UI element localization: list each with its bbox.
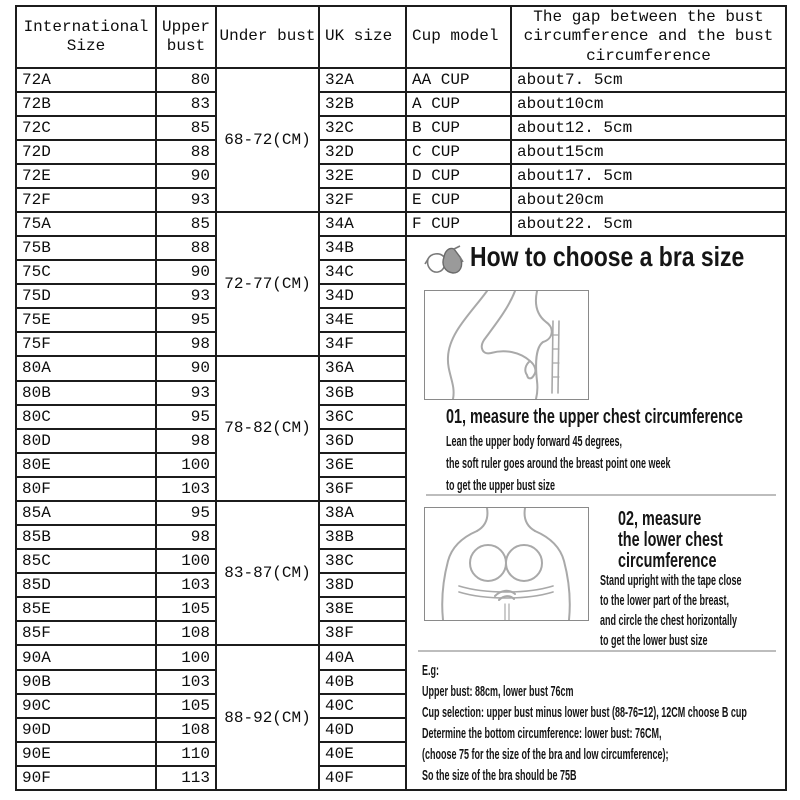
- intl-size-cell: 80F: [16, 477, 156, 501]
- upper-bust-cell: 108: [156, 621, 216, 645]
- upper-bust-cell: 100: [156, 549, 216, 573]
- col-header-bust-gap: The gap between the bust circumference and the bust circumference: [511, 6, 786, 68]
- under-bust-cell: 83-87(CM): [216, 501, 319, 646]
- col-header-uk-size: UK size: [319, 6, 406, 68]
- gap-cell: about7. 5cm: [511, 68, 786, 92]
- example-label: E.g:: [422, 662, 440, 679]
- upper-bust-cell: 88: [156, 140, 216, 164]
- upper-bust-cell: 90: [156, 260, 216, 284]
- uk-size-cell: 34B: [319, 236, 406, 260]
- table-row: [16, 236, 786, 260]
- uk-size-cell: 40E: [319, 742, 406, 766]
- upper-bust-cell: 95: [156, 501, 216, 526]
- upper-bust-cell: 93: [156, 284, 216, 308]
- intl-size-cell: 85F: [16, 621, 156, 645]
- example-line: Upper bust: 88cm, lower bust 76cm: [422, 683, 574, 700]
- step2-heading-line: the lower chest: [618, 529, 723, 551]
- panel-title-wrap: [470, 241, 786, 272]
- col-header-international-size: International Size: [16, 6, 156, 68]
- intl-size-cell: 75D: [16, 284, 156, 308]
- col-header-cup-model: Cup model: [406, 6, 511, 68]
- bra-icon: [424, 245, 464, 277]
- uk-size-cell: 32C: [319, 116, 406, 140]
- uk-size-cell: 36F: [319, 477, 406, 501]
- cup-model-cell: AA CUP: [406, 68, 511, 92]
- intl-size-cell: 75C: [16, 260, 156, 284]
- uk-size-cell: 34F: [319, 332, 406, 356]
- under-bust-cell: 68-72(CM): [216, 68, 319, 212]
- upper-bust-cell: 100: [156, 453, 216, 477]
- intl-size-cell: 90E: [16, 742, 156, 766]
- intl-size-cell: 90F: [16, 766, 156, 790]
- step1-line: Lean the upper body forward 45 degrees,: [446, 433, 623, 450]
- uk-size-cell: 36E: [319, 453, 406, 477]
- upper-bust-cell: 103: [156, 670, 216, 694]
- uk-size-cell: 36D: [319, 429, 406, 453]
- intl-size-cell: 80A: [16, 356, 156, 381]
- step2-line: to the lower part of the breast,: [600, 592, 730, 609]
- uk-size-cell: 38B: [319, 525, 406, 549]
- section-divider: [418, 650, 776, 652]
- uk-size-cell: 40B: [319, 670, 406, 694]
- under-bust-cell: 78-82(CM): [216, 356, 319, 501]
- intl-size-cell: 75A: [16, 212, 156, 236]
- step2-line: and circle the chest horizontally: [600, 612, 738, 629]
- step2-text: [600, 571, 786, 651]
- intl-size-cell: 75E: [16, 308, 156, 332]
- intl-size-cell: 90C: [16, 694, 156, 718]
- uk-size-cell: 36A: [319, 356, 406, 381]
- intl-size-cell: 80D: [16, 429, 156, 453]
- intl-size-cell: 85A: [16, 501, 156, 526]
- intl-size-cell: 80C: [16, 405, 156, 429]
- header-row: [16, 6, 786, 68]
- gap-cell: about12. 5cm: [511, 116, 786, 140]
- col-header-under-bust: Under bust: [216, 6, 319, 68]
- table-row: [16, 140, 786, 164]
- gap-cell: about10cm: [511, 92, 786, 116]
- intl-size-cell: 80B: [16, 381, 156, 405]
- cup-model-cell: A CUP: [406, 92, 511, 116]
- upper-bust-cell: 98: [156, 525, 216, 549]
- uk-size-cell: 34C: [319, 260, 406, 284]
- upper-bust-cell: 80: [156, 68, 216, 92]
- example-text: [422, 660, 786, 786]
- step2-line: to get the lower bust size: [600, 632, 708, 649]
- upper-bust-cell: 110: [156, 742, 216, 766]
- upper-bust-cell: 95: [156, 308, 216, 332]
- intl-size-cell: 90D: [16, 718, 156, 742]
- col-header-upper-bust: Upper bust: [156, 6, 216, 68]
- intl-size-cell: 72F: [16, 188, 156, 212]
- table-row: [16, 188, 786, 212]
- uk-size-cell: 36B: [319, 381, 406, 405]
- uk-size-cell: 32D: [319, 140, 406, 164]
- intl-size-cell: 90A: [16, 645, 156, 670]
- table-row: [16, 212, 786, 236]
- uk-size-cell: 38A: [319, 501, 406, 526]
- upper-bust-cell: 93: [156, 188, 216, 212]
- uk-size-cell: 38E: [319, 597, 406, 621]
- cup-model-cell: D CUP: [406, 164, 511, 188]
- upper-bust-cell: 113: [156, 766, 216, 790]
- uk-size-cell: 34D: [319, 284, 406, 308]
- upper-bust-cell: 98: [156, 332, 216, 356]
- panel-title: How to choose a bra size: [470, 241, 745, 272]
- under-bust-cell: 72-77(CM): [216, 212, 319, 356]
- uk-size-cell: 34E: [319, 308, 406, 332]
- example-line: (choose 75 for the size of the bra and low circumference);: [422, 746, 669, 763]
- intl-size-cell: 85C: [16, 549, 156, 573]
- intl-size-cell: 85D: [16, 573, 156, 597]
- intl-size-cell: 72C: [16, 116, 156, 140]
- under-bust-cell: 88-92(CM): [216, 645, 319, 790]
- cup-model-cell: B CUP: [406, 116, 511, 140]
- step1-heading-wrap: [446, 407, 786, 429]
- intl-size-cell: 85B: [16, 525, 156, 549]
- intl-size-cell: 72B: [16, 92, 156, 116]
- uk-size-cell: 32E: [319, 164, 406, 188]
- intl-size-cell: 72A: [16, 68, 156, 92]
- step2-heading-line: 02, measure: [618, 508, 702, 530]
- step1-text: [446, 431, 786, 497]
- upper-bust-cell: 85: [156, 116, 216, 140]
- step2-heading-wrap: [618, 509, 764, 572]
- table-row: [16, 92, 786, 116]
- intl-size-cell: 90B: [16, 670, 156, 694]
- uk-size-cell: 34A: [319, 212, 406, 236]
- step1-line: the soft ruler goes around the breast point one week: [446, 455, 671, 472]
- uk-size-cell: 38F: [319, 621, 406, 645]
- table-row: [16, 68, 786, 92]
- uk-size-cell: 32A: [319, 68, 406, 92]
- gap-cell: about17. 5cm: [511, 164, 786, 188]
- upper-bust-cell: 108: [156, 718, 216, 742]
- section-divider: [426, 494, 776, 496]
- uk-size-cell: 40A: [319, 645, 406, 670]
- step2-line: Stand upright with the tape close: [600, 572, 742, 589]
- uk-size-cell: 40C: [319, 694, 406, 718]
- uk-size-cell: 40D: [319, 718, 406, 742]
- uk-size-cell: 36C: [319, 405, 406, 429]
- upper-bust-cell: 93: [156, 381, 216, 405]
- example-line: Determine the bottom circumference: lower bust: 76CM,: [422, 725, 662, 742]
- step1-line: to get the upper bust size: [446, 477, 556, 494]
- gap-cell: about22. 5cm: [511, 212, 786, 236]
- instruction-panel: [412, 237, 780, 789]
- uk-size-cell: 40F: [319, 766, 406, 790]
- uk-size-cell: 38C: [319, 549, 406, 573]
- upper-bust-cell: 98: [156, 429, 216, 453]
- step2-heading-line: circumference: [618, 550, 717, 572]
- upper-bust-cell: 90: [156, 164, 216, 188]
- upper-bust-cell: 85: [156, 212, 216, 236]
- example-line: So the size of the bra should be 75B: [422, 767, 577, 784]
- upper-bust-cell: 90: [156, 356, 216, 381]
- upper-bust-cell: 103: [156, 477, 216, 501]
- lower-bust-measure-illustration: [424, 507, 589, 621]
- cup-model-cell: F CUP: [406, 212, 511, 236]
- intl-size-cell: 85E: [16, 597, 156, 621]
- example-line: Cup selection: upper bust minus lower bust (88-76=12), 12CM choose B cup: [422, 704, 747, 721]
- gap-cell: about15cm: [511, 140, 786, 164]
- upper-bust-cell: 83: [156, 92, 216, 116]
- intl-size-cell: 75F: [16, 332, 156, 356]
- instruction-panel-cell: [406, 236, 786, 790]
- size-table: [15, 5, 787, 791]
- intl-size-cell: 75B: [16, 236, 156, 260]
- upper-bust-cell: 95: [156, 405, 216, 429]
- intl-size-cell: 72D: [16, 140, 156, 164]
- upper-bust-cell: 103: [156, 573, 216, 597]
- upper-bust-cell: 88: [156, 236, 216, 260]
- step1-heading: 01, measure the upper chest circumference: [446, 406, 743, 428]
- cup-model-cell: C CUP: [406, 140, 511, 164]
- uk-size-cell: 32F: [319, 188, 406, 212]
- intl-size-cell: 72E: [16, 164, 156, 188]
- uk-size-cell: 32B: [319, 92, 406, 116]
- upper-bust-measure-illustration: [424, 290, 589, 400]
- table-row: [16, 164, 786, 188]
- cup-model-cell: E CUP: [406, 188, 511, 212]
- gap-cell: about20cm: [511, 188, 786, 212]
- table-row: [16, 116, 786, 140]
- intl-size-cell: 80E: [16, 453, 156, 477]
- upper-bust-cell: 100: [156, 645, 216, 670]
- upper-bust-cell: 105: [156, 597, 216, 621]
- upper-bust-cell: 105: [156, 694, 216, 718]
- uk-size-cell: 38D: [319, 573, 406, 597]
